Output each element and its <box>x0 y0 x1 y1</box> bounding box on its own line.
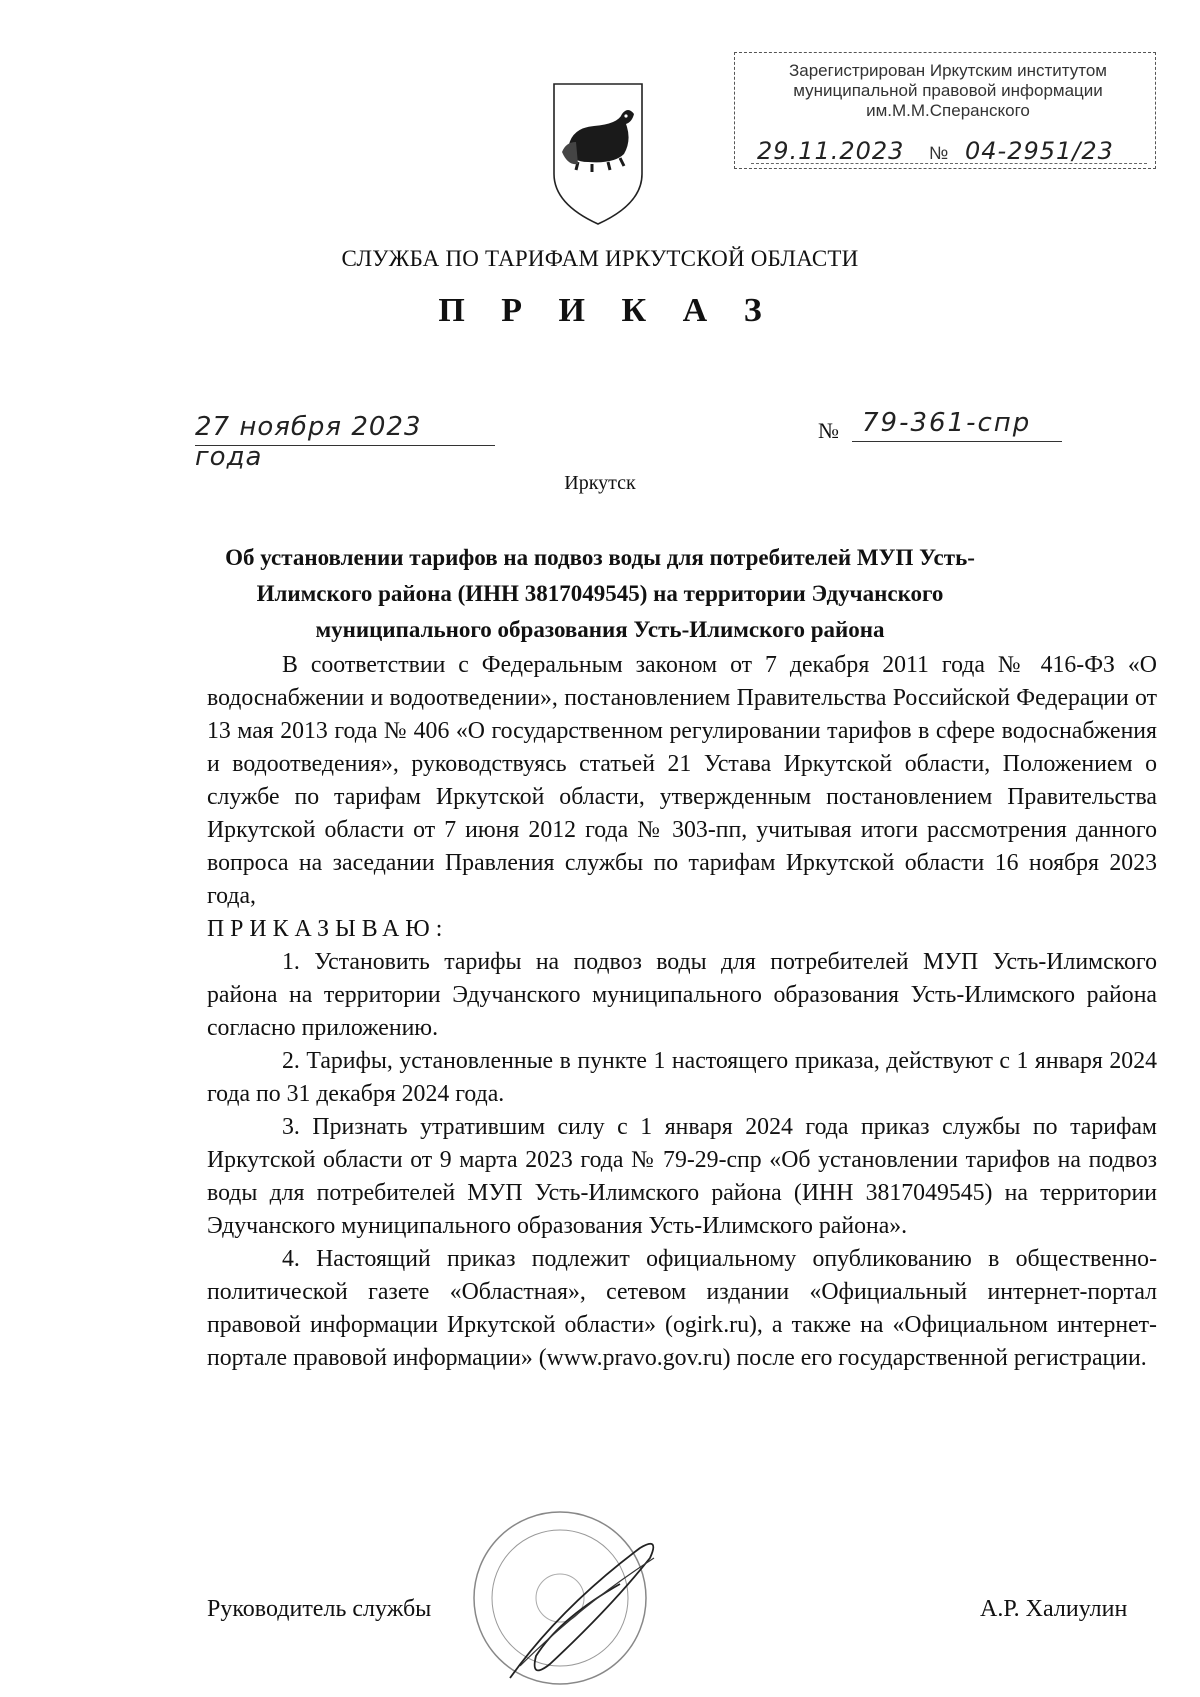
order-item-3: 3. Признать утратившим силу с 1 января 2024 года приказ службы по тарифам Иркутской области от 9 марта 2023 года № 79-29-спр «Об установлении тарифов на подвоз воды для потребителей МУП Усть-Илимского района (ИНН 3817049545) на территории Эдучанского муниципального образования Усть-Илимского района». <box>207 1114 1157 1239</box>
order-number-field <box>852 408 1062 444</box>
stamp-number-handwritten: 04-2951/23 <box>965 137 1114 165</box>
order-number-label: № <box>818 418 839 443</box>
decree-word: ПРИКАЗЫВАЮ: <box>207 916 449 942</box>
stamp-date-handwritten: 29.11.2023 <box>757 137 905 165</box>
stamp-line-1: Зарегистрирован Иркутским институтом <box>788 61 1107 80</box>
order-date-field <box>195 412 495 472</box>
order-date-underline <box>195 445 495 446</box>
signatory-name: А.Р. Халиулин <box>980 1596 1128 1622</box>
order-item-1: 1. Установить тарифы на подвоз воды для потребителей МУП Усть-Илимского района на территории Эдучанского муниципального образования Усть-Илимского района согласно приложению. <box>207 949 1157 1041</box>
stamp-line-3: им.М.М.Сперанского <box>866 101 1030 120</box>
order-date-handwritten: 27 ноября 2023 года <box>195 412 422 472</box>
registration-stamp <box>734 52 1156 169</box>
city: Иркутск <box>564 472 636 494</box>
stamp-underline <box>751 163 1147 164</box>
order-item-4: 4. Настоящий приказ подлежит официальному опубликованию в общественно-политической газете «Областная», сетевом издании «Официальный интернет-портал правовой информации Иркутской области» (ogirk.ru), а также на «Официальном интернет-портале правовой информации» (www.pravo.gov.ru) после его государственной регистрации. <box>207 1246 1157 1371</box>
order-number-handwritten: 79-361-спр <box>862 408 1032 438</box>
order-body <box>207 649 1157 1375</box>
official-seal-and-signature <box>440 1488 680 1688</box>
preamble-paragraph: В соответствии с Федеральным законом от 7 декабря 2011 года № 416-ФЗ «О водоснабжении и водоотведении», постановлением Правительства Российской Федерации от 13 мая 2013 года № 406 «О государственном регулировании тарифов в сфере водоснабжения и водоотведения», руководствуясь статьей 21 Устава Иркутской области, Положением о службе по тарифам Иркутской области, утвержденным постановлением Правительства Иркутской области от 7 июня 2012 года № 303-пп, учитывая итоги рассмотрения данного вопроса на заседании Правления службы по тарифам Иркутской области 16 ноября 2023 года, <box>207 652 1157 909</box>
coat-of-arms-emblem <box>548 78 648 228</box>
stamp-registration-row <box>751 137 1147 163</box>
order-number-underline <box>852 441 1062 442</box>
document-title: П Р И К А З <box>438 292 776 329</box>
signatory-role: Руководитель службы <box>207 1596 432 1622</box>
stamp-number-label: № <box>929 143 949 163</box>
stamp-line-2: муниципальной правовой информации <box>793 81 1103 100</box>
order-item-2: 2. Тарифы, установленные в пункте 1 настоящего приказа, действуют с 1 января 2024 года по 31 декабря 2024 года. <box>207 1048 1157 1107</box>
organization-name: СЛУЖБА ПО ТАРИФАМ ИРКУТСКОЙ ОБЛАСТИ <box>341 246 859 271</box>
order-heading: Об установлении тарифов на подвоз воды для потребителей МУП Усть-Илимского района (ИНН 3817049545) на территории Эдучанского муниципального образования Усть-Илимского района <box>225 545 975 642</box>
